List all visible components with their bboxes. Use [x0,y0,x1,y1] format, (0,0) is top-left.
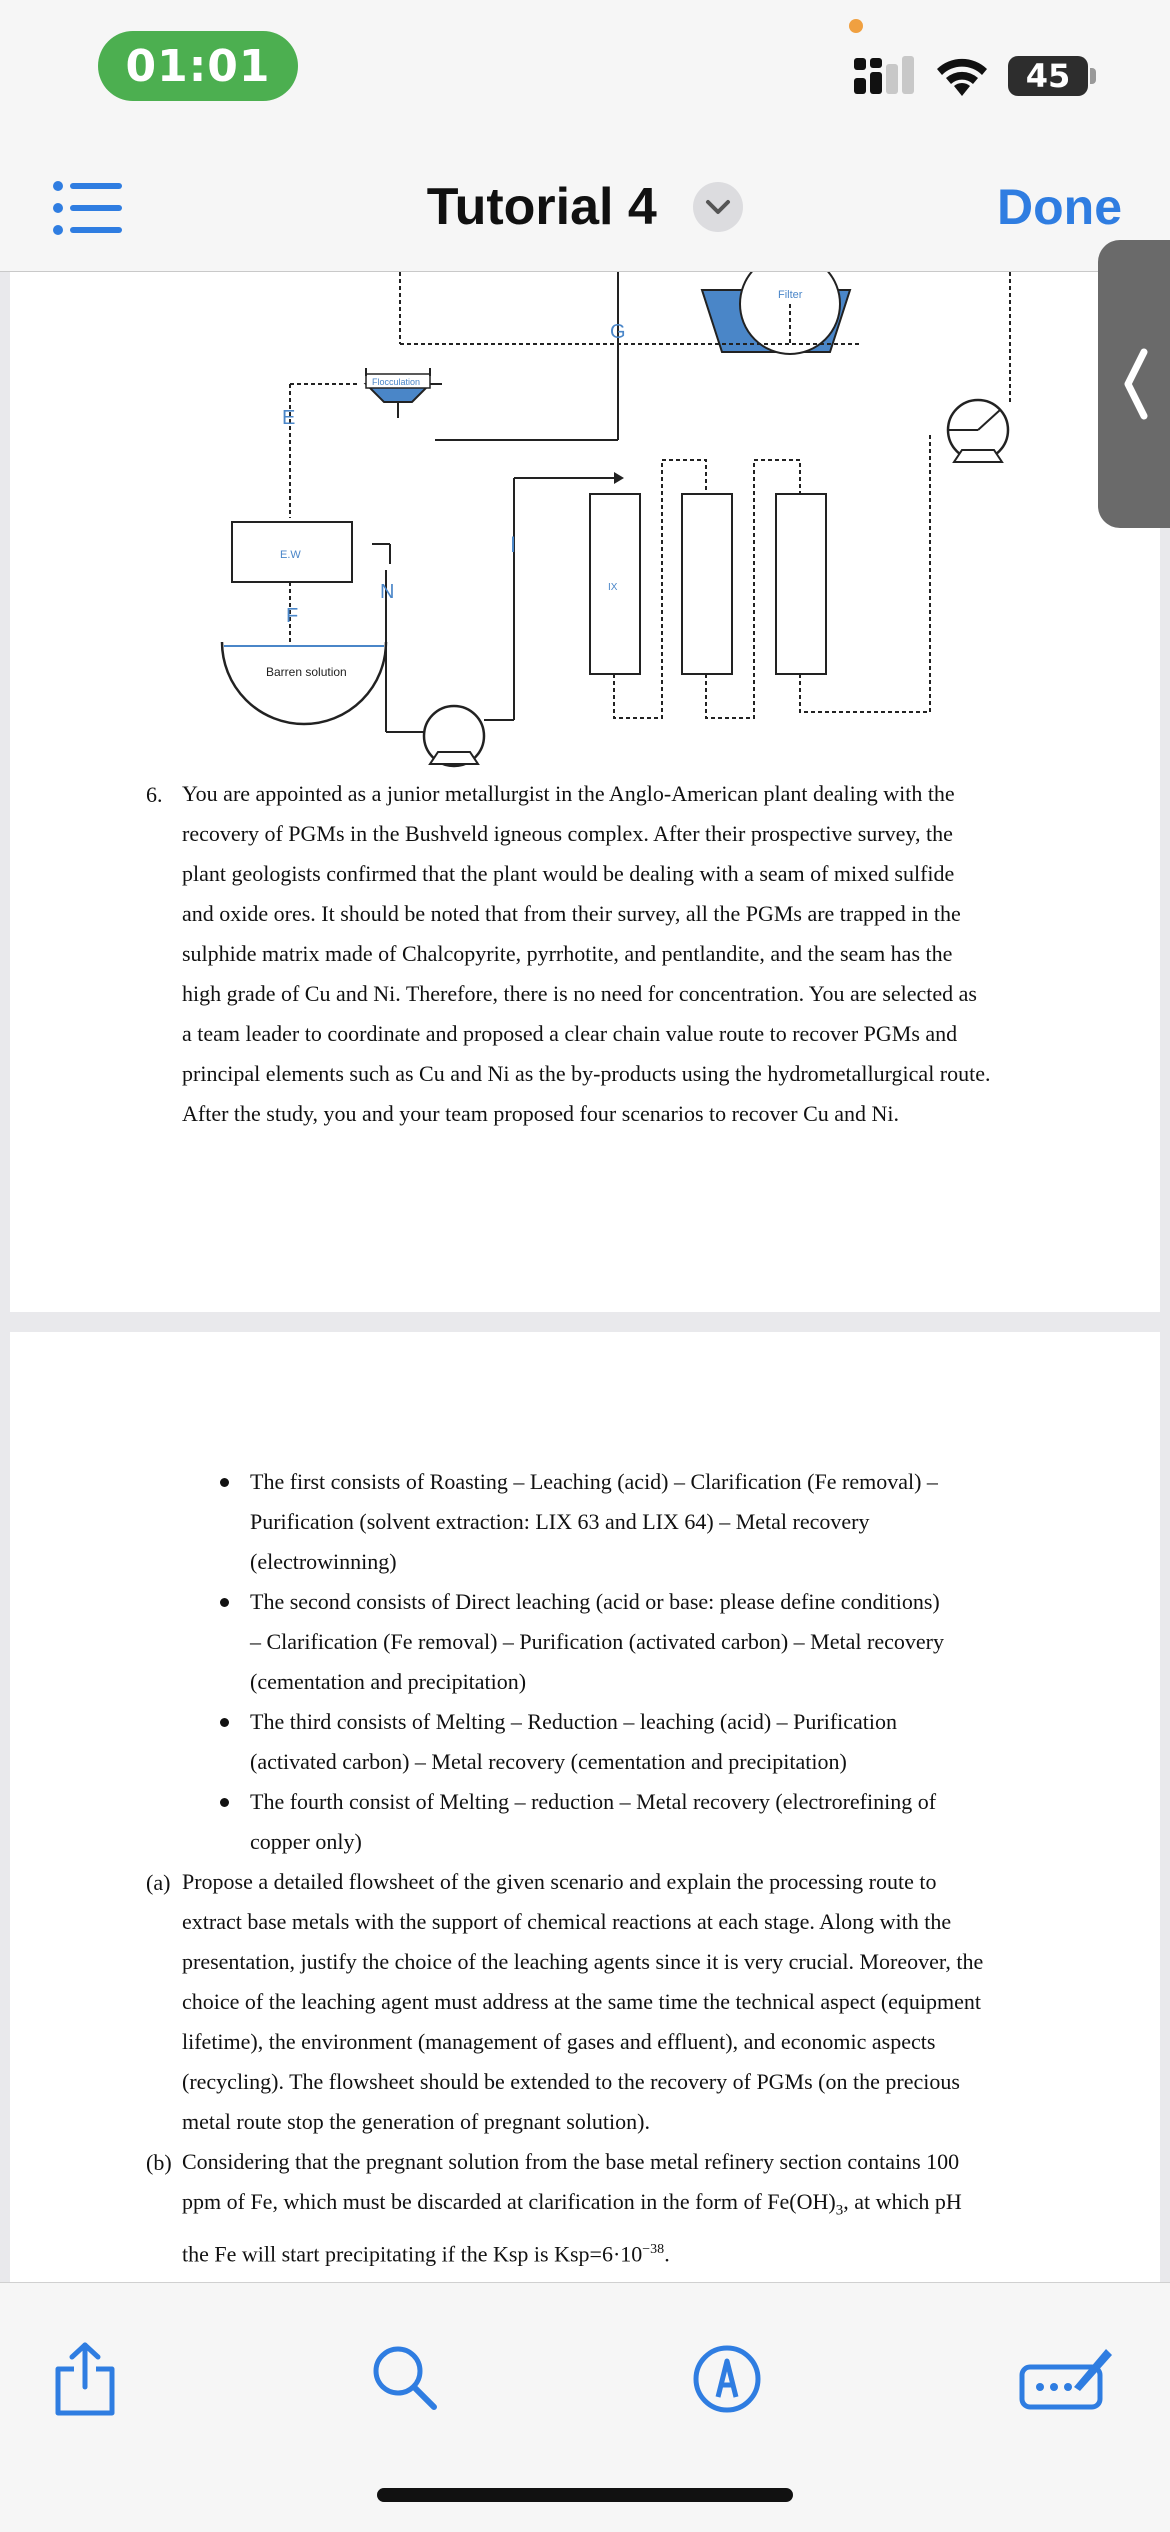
share-icon[interactable] [52,2341,118,2417]
scenario-item [250,1702,1035,1782]
barren-solution-label: Barren solution [266,665,347,679]
text-line: (activated carbon) – Metal recovery (cementation and precipitation) [250,1749,847,1774]
text-line [182,2182,1032,2230]
text-line: copper only) [250,1829,362,1854]
text-line [182,2230,1032,2274]
status-bar [0,0,1170,140]
text-line: Considering that the pregnant solution from the base metal refinery section contains 100 [182,2149,960,2174]
flowsheet-diagram [10,272,1160,772]
text-line: extract base metals with the support of chemical reactions at each stage. Along with the [182,1909,952,1934]
document-title: Tutorial 4 [426,178,657,237]
text-line: The second consists of Direct leaching (acid or base: please define conditions) [250,1589,940,1614]
text-span: ppm of Fe, which must be discarded at clarification in the form of Fe(OH) [182,2189,836,2214]
text-line: choice of the leaching agent must address at the same time the technical aspect (equipment [182,1989,982,2014]
ew-label: E.W [280,549,301,561]
text-line: The fourth consist of Melting – reduction – Metal recovery (electrorefining of [250,1789,937,1814]
text-line: (electrowinning) [250,1549,397,1574]
chevron-left-icon [1098,240,1170,528]
status-time: 01:01 [98,31,298,101]
home-indicator [377,2488,793,2502]
stream-label-n: N [380,581,395,603]
bullet-dot [220,1798,229,1807]
text-line: and oxide ores. It should be noted that from their survey, all the PGMs are trapped in the [182,901,961,926]
text-line: (recycling). The flowsheet should be extended to the recovery of PGMs (on the precious [182,2069,960,2094]
ix-column-2 [682,494,732,674]
text-line: metal route stop the generation of pregnant solution). [182,2109,650,2134]
text-line: The third consists of Melting – Reduction – leaching (acid) – Purification [250,1709,898,1734]
text-line: plant geologists confirmed that the plant would be dealing with a seam of mixed sulfide [182,861,955,886]
wifi-icon [934,56,990,98]
document-title-menu[interactable] [0,174,1170,237]
search-icon[interactable] [370,2341,440,2417]
form-filler-icon[interactable] [1018,2341,1114,2413]
text-line: Propose a detailed flowsheet of the given scenario and explain the processing route to [182,1869,937,1894]
text-line: The first consists of Roasting – Leaching (acid) – Clarification (Fe removal) – [250,1469,938,1494]
part-b-label: (b) [146,2150,172,2175]
superscript: −38 [642,2242,665,2258]
question-6-text [182,774,1032,1134]
part-a-label: (a) [146,1870,171,1895]
stream-label-f: F [286,605,299,627]
scenario-item [250,1582,1035,1702]
text-span: . [664,2241,670,2267]
done-button[interactable]: Done [997,179,1122,235]
scenario-item [250,1782,1035,1862]
text-line: a team leader to coordinate and proposed a clear chain value route to recover PGMs and [182,1021,958,1046]
side-panel-handle[interactable] [1098,240,1170,528]
text-line: principal elements such as Cu and Ni as the by-products using the hydrometallurgical route. [182,1061,991,1086]
document-page-1 [10,272,1160,1312]
text-span: the Fe will start precipitating if the Ksp is Ksp=6·10 [182,2241,643,2267]
question-number: 6. [146,782,163,807]
bullet-dot [220,1478,229,1487]
scenario-item [250,1462,1035,1582]
text-line: – Clarification (Fe removal) – Purification (activated carbon) – Metal recovery [250,1629,944,1654]
part-a-text [182,1862,1032,2142]
bullet-dot [220,1718,229,1727]
battery-nub [1090,68,1096,84]
text-line: (cementation and precipitation) [250,1669,527,1694]
text-line: sulphide matrix made of Chalcopyrite, pyrrhotite, and pentlandite, and the seam has the [182,941,953,966]
markup-icon[interactable] [692,2341,762,2417]
cellular-signal-icon [854,56,916,98]
text-line: presentation, justify the choice of the leaching agents since it is very crucial. Moreover, the [182,1949,984,1974]
ix-column-3 [776,494,826,674]
document-page-2 [10,1332,1160,2282]
flocculation-label: Flocculation [372,377,421,387]
text-line: high grade of Cu and Ni. Therefore, there is no need for concentration. You are selected as [182,981,977,1006]
text-line: After the study, you and your team proposed four scenarios to recover Cu and Ni. [182,1101,900,1126]
text-line: Purification (solvent extraction: LIX 63 and LIX 64) – Metal recovery [250,1509,870,1534]
text-line: You are appointed as a junior metallurgist in the Anglo-American plant dealing with the [182,781,955,806]
battery-indicator: 45 [1008,56,1088,96]
privacy-indicator-dot [849,19,863,33]
stream-label-e: E [282,407,296,429]
subscript: 3 [835,2202,844,2219]
barren-solution-tank-shape [222,642,386,724]
text-line: lifetime), the environment (management of gases and effluent), and economic aspects [182,2029,936,2054]
part-b-text [182,2142,1032,2275]
stream-label-g: G [610,321,626,343]
stream-label-i: I [510,532,517,557]
bullet-dot [220,1598,229,1607]
text-line: recovery of PGMs in the Bushveld igneous complex. After their prospective survey, the [182,821,953,846]
navigation-bar [0,140,1170,272]
chevron-down-icon[interactable] [693,182,743,232]
ix-label: IX [608,582,618,593]
text-span: , at which pH [843,2189,962,2214]
filter-label: Filter [778,289,803,301]
